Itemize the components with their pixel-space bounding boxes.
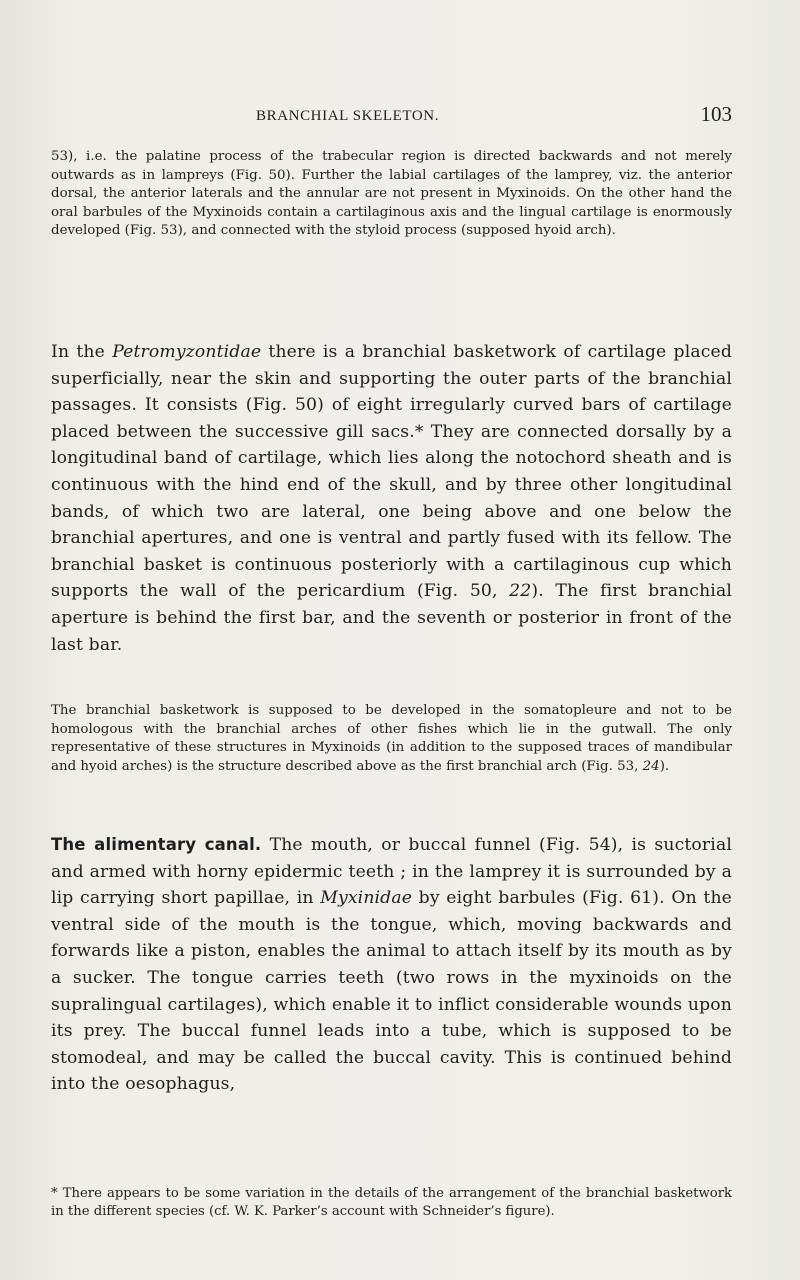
- paragraph-branchial-basketwork: [51, 339, 732, 658]
- paragraph-text: [51, 702, 732, 776]
- text-run: by eight barbules (Fig. 61). On the ventral side of the mouth is the tongue, which, moving backwards and forwards like a piston, enables the animal to attach itself by its mouth as by a sucker. The tongue carries teeth (two rows in the myxinoids on the supralingual cartilages), which enable it to inflict considerable wounds upon its prey. The buccal funnel leads into a tube, which is supposed to be stomodeal, and may be called the buccal cavity. This is continued behind into the oesophagus,: [51, 888, 732, 1095]
- paragraph-text: [51, 339, 732, 658]
- paragraph-text: [51, 832, 732, 1098]
- text-run: ). The first branchial aperture is behind the first bar, and the seventh or posterior in front of the last bar.: [51, 581, 732, 655]
- paragraph-text: 53), i.e. the palatine process of the trabecular region is directed backwards and not merely outwards as in lampreys (Fig. 50). Further the labial cartilages of the lamprey, viz. the anterior dorsal, the anterior laterals and the annular are not present in Myxinoids. On the other hand the oral barbules of the Myxinoids contain a cartilaginous axis and the lingual cartilage is enormously developed (Fig. 53), and connected with the styloid process (supposed hyoid arch).: [51, 149, 732, 239]
- paragraph-alimentary-canal: [51, 832, 732, 1098]
- paragraph-somatopleure-note: [51, 702, 732, 776]
- taxon-name: Petromyzontidae: [112, 342, 262, 362]
- paragraph-myxinoid-cartilages: [51, 148, 732, 241]
- page-number: 103: [700, 102, 732, 126]
- figure-reference: 24: [642, 758, 660, 774]
- text-run: In the: [51, 342, 113, 362]
- footnote: [51, 1185, 732, 1221]
- section-heading: The alimentary canal.: [51, 835, 262, 854]
- taxon-name: Myxinidae: [320, 888, 413, 909]
- text-run: The mouth, or buccal funnel (Fig. 54), is suctorial and armed with horny epidermic teeth ; in the lamprey it is surrounded by a lip carrying short papillae, in: [51, 835, 732, 909]
- page-header: [51, 98, 732, 134]
- figure-reference: 22: [509, 581, 532, 602]
- footnote-text: * There appears to be some variation in the details of the arrangement of the branchial basketwork in the different species (cf. W. K. Parker’s account with Schneider’s figure).: [51, 1186, 732, 1219]
- text-run: there is a branchial basketwork of cartilage placed superficially, near the skin and supporting the outer parts of the branchial passages. It consists (Fig. 50) of eight irregularly curved bars of cartilage placed between the successive gill sacs.* They are connected dorsally by a longitudinal band of cartilage, which lies along the notochord sheath and is continuous with the hind end of the skull, and by three other longitudinal bands, of which two are lateral, one being above and one below the branchial apertures, and one is ventral and partly fused with its fellow. The branchial basket is continuous posteriorly with a cartilaginous cup which supports the wall of the pericardium (Fig. 50,: [51, 342, 732, 602]
- text-run: ).: [659, 758, 670, 774]
- running-head: BRANCHIAL SKELETON.: [256, 108, 440, 124]
- text-run: The branchial basketwork is supposed to be developed in the somatopleure and not to be homologous with the branchial arches of other fishes which lie in the gutwall. The only representative of these structures in Myxinoids (in addition to the supposed traces of mandibular and hyoid arches) is the structure described above as the first branchial arch (Fig. 53,: [51, 703, 732, 774]
